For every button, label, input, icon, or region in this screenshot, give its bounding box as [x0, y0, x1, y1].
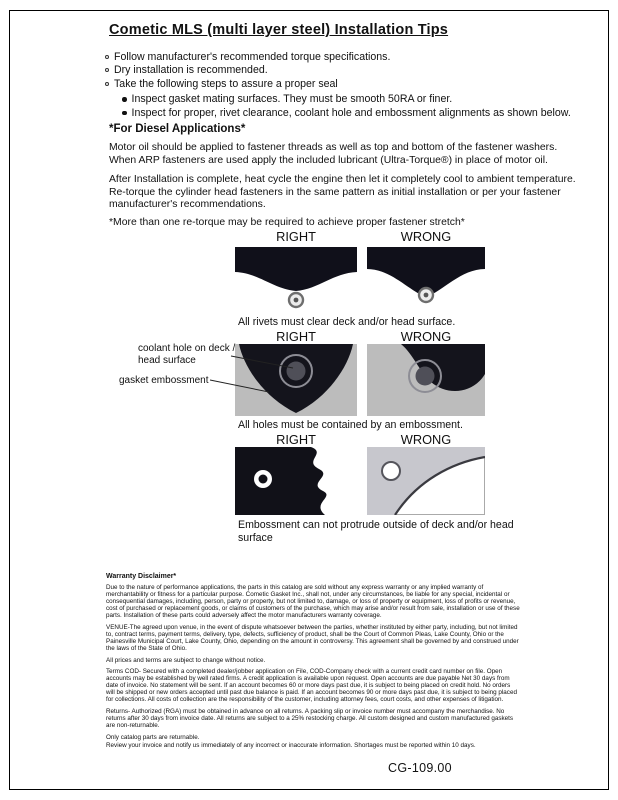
tips-list	[105, 51, 571, 120]
warranty-paragraph: Review your invoice and notify us immediately of any incorrect or inaccurate information. Shortages must be reported within 10 days.	[106, 741, 476, 749]
list-item	[105, 51, 571, 64]
list-item	[105, 64, 571, 77]
open-bullet-icon	[105, 68, 109, 72]
list-item-text: Dry installation is recommended.	[114, 64, 268, 77]
diagram-caption: All rivets must clear deck and/or head surface.	[238, 316, 456, 328]
protrusion-wrong-diagram	[367, 447, 485, 515]
right-label: RIGHT	[276, 229, 316, 244]
warranty-paragraph: Returns- Authorized (RGA) must be obtained in advance on all returns. A packing slip or invoice number must accompany the merchandise. No returns after 30 days from invoice date. All returns are subject to a 25% restocking charge. All custom designed and custom manufactured gaskets are non-returnable.	[106, 707, 514, 730]
warranty-paragraph: VENUE-The agreed upon venue, in the event of dispute whatsoever between the parties, whether instituted by either party, including, but not limited to, contract terms, payment terms, delivery, type, defects, sufficiency of product, shall be the Court of Common Pleas, Lake County, Ohio or the Painesville Municipal Court, Lake County, Ohio, depending on the amount in controversy. This agreement shall be governed by and construed under the laws of the State of Ohio.	[106, 623, 519, 653]
wrong-label: WRONG	[400, 432, 452, 447]
list-item	[122, 107, 571, 120]
rivet-wrong-diagram	[367, 247, 485, 311]
diesel-paragraph: After Installation is complete, heat cycle the engine then let it completely cool to ambient temperature. Re-torque the cylinder head fasteners in the same pattern as initial installation or per your fastener manufacturer's recommendations.	[109, 174, 576, 211]
list-item	[105, 78, 571, 91]
coolant-hole-annotation: coolant hole on deck / head surface	[138, 343, 236, 366]
warranty-paragraph: Terms COD- Secured with a completed dealer/jobber application on File, COD-Company check with a current credit card number on file. Open accounts may be established by well rated firms. A credit application is available upon request. Open accounts are due payable Net 30 days from date of invoice. No statement will be sent. If an account becomes 60 or more days past due, it is subject to being placed on credit hold. No orders will be shipped or new orders accepted until past due balance is paid. If an account becomes 90 or more days past due, it is subject to being placed for collections. All costs of collection are the responsibility of the customer, including attorney fees, court costs, and other expenses of litigation.	[106, 668, 517, 704]
filled-bullet-icon	[122, 111, 127, 116]
open-bullet-icon	[105, 82, 109, 86]
list-item-text: Inspect for proper, rivet clearance, coolant hole and embossment alignments as shown below.	[131, 106, 571, 119]
warranty-paragraph: Only catalog parts are returnable.	[106, 733, 200, 741]
wrong-label: WRONG	[400, 229, 452, 244]
diesel-applications-heading: *For Diesel Applications*	[109, 123, 246, 135]
warranty-heading: Warranty Disclaimer*	[106, 573, 177, 580]
warranty-paragraph: All prices and terms are subject to change without notice.	[106, 656, 266, 664]
diesel-paragraph: Motor oil should be applied to fastener threads as well as top and bottom of the fastener washers. When ARP fasteners are used apply the included lubricant (Ultra-Torque®) in place of motor oil.	[109, 142, 558, 166]
gasket-embossment-annotation: gasket embossment	[119, 375, 209, 386]
list-item-text: Follow manufacturer's recommended torque specifications.	[114, 51, 391, 63]
filled-bullet-icon	[122, 97, 127, 102]
page-code: CG-109.00	[388, 761, 452, 775]
list-item-text: Take the following steps to assure a proper seal	[114, 77, 338, 90]
diagram-caption: Embossment can not protrude outside of deck and/or head surface	[238, 519, 514, 544]
right-label: RIGHT	[276, 329, 316, 344]
document-page	[9, 10, 609, 790]
diagram-caption: All holes must be contained by an embossment.	[238, 419, 463, 431]
open-bullet-icon	[105, 55, 109, 59]
page-title: Cometic MLS (multi layer steel) Installation Tips	[109, 22, 449, 38]
right-label: RIGHT	[276, 432, 316, 447]
protrusion-right-diagram	[235, 447, 357, 515]
warranty-paragraph: Due to the nature of performance applications, the parts in this catalog are sold without any express warranty or any implied warranty of merchantability or fitness for a particular purpose. Cometic Gasket Inc., shall not, under any circumstances, be liable for any special, incidental or consequential damages, including, person, party or property, but not limited to, damage, or loss of property or equipment, loss of profits or revenue, cost of purchased or replacement goods, or claims of customers of the purchase, which may arise and/or result from sale, installation or use of these parts. Installation of these parts could adversely affect the motor manufacturers warranty coverage.	[106, 584, 520, 620]
warranty-disclaimer-section	[106, 573, 520, 753]
retorque-note: *More than one re-torque may be required to achieve proper fastener stretch*	[109, 217, 465, 228]
embossment-wrong-diagram	[367, 344, 485, 416]
list-item-text: Inspect gasket mating surfaces. They must be smooth 50RA or finer.	[131, 93, 453, 106]
wrong-label: WRONG	[400, 329, 452, 344]
rivet-right-diagram	[235, 247, 357, 311]
list-item	[122, 93, 571, 106]
embossment-right-diagram	[235, 344, 357, 416]
